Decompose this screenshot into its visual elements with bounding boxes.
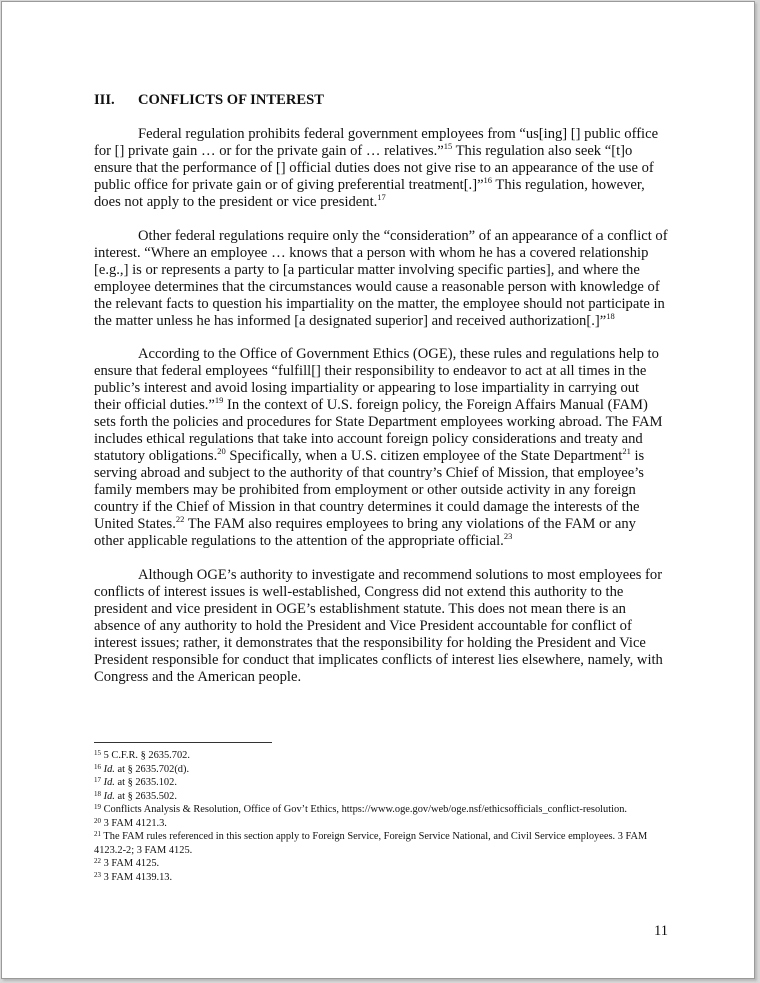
footnote-ref: 17 [377, 192, 386, 202]
text-run: The FAM rules referenced in this section apply to Foreign Service, Foreign Service National, and Civil Service employees. 3 FAM 4123.2-2; 3 FAM 4125. [94, 831, 648, 856]
footnote-ref: 22 [94, 857, 101, 865]
italic-text: Id. [103, 763, 115, 775]
page-number: 11 [654, 923, 669, 939]
footnote [94, 749, 670, 763]
text-run: 3 FAM 4125. [101, 858, 160, 869]
footnote-ref: 19 [214, 395, 224, 405]
footnote [94, 857, 670, 871]
footnote [94, 790, 670, 804]
text-run: Although OGE’s authority to investigate and recommend solutions to most employees for conflicts of interest issues is well-established, Congress did not extend this authority to the president and vice president in OGE’s establishment statute. This does not mean there is an absence of any authority to hold the President and Vice President accountable for conflict of interest issues; rather, it demonstrates that the responsibility for holding the President and Vice President responsible for conduct that implicates conflicts of interest lies elsewhere, namely, with Congress and the American people. [94, 566, 663, 685]
text-run: at § 2635.502. [114, 790, 177, 802]
footnote [94, 803, 670, 817]
footnote-ref: 23 [94, 870, 101, 879]
document-page [1, 1, 755, 979]
text-run: 3 FAM 4121.3. [101, 817, 167, 829]
text-run: is serving abroad and subject to the authority of that country’s Chief of Mission, that employee’s family members may be prohibited from employment or other outside activity in any foreign country if the Chief of Mission in that country determines it could damage the interests of the United States. [94, 448, 645, 532]
footnote-ref: 22 [175, 514, 185, 524]
footnote-ref: 20 [217, 446, 226, 456]
text-run: 3 FAM 4139.13. [101, 871, 173, 883]
footnote [94, 763, 670, 777]
footnote-ref: 19 [94, 803, 101, 811]
footnote-ref: 16 [483, 175, 493, 185]
footnote [94, 830, 670, 857]
footnote-ref: 18 [606, 310, 615, 321]
text-run: According to the Office of Government Ethics (OGE), these rules and regulations help to ensure that federal employees “fulfill[] their responsibility to endeavor to act at all times in the public’s interest and avoid losing impartiality or appearing to lose impartiality in carrying out their official duties.” [94, 346, 659, 413]
footnote [94, 871, 670, 885]
text-run: at § 2635.102. [114, 777, 177, 788]
paragraph [94, 228, 668, 330]
text-run: 5 C.F.R. § 2635.702. [101, 750, 190, 761]
footnote-ref: 15 [94, 749, 101, 757]
footnote-ref: 18 [94, 789, 101, 798]
footnote-ref: 17 [94, 776, 101, 784]
text-run: Federal regulation prohibits federal government employees from “us[ing] [] public office for [] private gain … or for the private gain of … relatives.” [94, 126, 659, 159]
text-run: This regulation, however, does not apply to the president or vice president. [94, 177, 645, 210]
footnotes [94, 749, 670, 884]
footnote-ref: 23 [503, 531, 513, 541]
text-run: In the context of U.S. foreign policy, the Foreign Affairs Manual (FAM) sets forth the policies and procedures for State Department employees working abroad. The FAM includes ethical regulations that take into account foreign policy considerations and treaty and statutory obligations. [94, 397, 663, 464]
text-run: This regulation also seek “[t]o ensure that the performance of [] official duties does not give rise to an appearance of the use of public office for private gain or of giving preferential treatment[.]” [94, 143, 654, 193]
footnote-ref: 21 [94, 830, 101, 838]
italic-text: Id. [103, 777, 115, 788]
italic-text: Id. [103, 790, 115, 802]
footnote-ref: 20 [94, 816, 101, 825]
paragraph [94, 567, 668, 686]
footnote-separator [94, 742, 272, 743]
footnote-ref: 15 [443, 141, 453, 151]
footnote-ref: 16 [94, 762, 101, 771]
text-run: Conflicts Analysis & Resolution, Office of Gov’t Ethics, https://www.oge.gov/web/oge.nsf/ethicsofficials_conflict-resolution. [101, 804, 627, 815]
text-run: The FAM also requires employees to bring any violations of the FAM or any other applicable regulations to the attention of the appropriate official. [94, 516, 636, 549]
footnote [94, 817, 670, 831]
section-title: CONFLICTS OF INTEREST [138, 92, 324, 108]
section-heading [94, 92, 668, 109]
footnote [94, 776, 670, 790]
text-run: Other federal regulations require only the “consideration” of an appearance of a conflict of interest. “Where an employee … knows that a person with whom he has a covered relationship [e.g.,] is or represents a party to [a particular matter involving specific parties], and where the employee determines that the circumstances would cause a reasonable person with knowledge of the relevant facts to question his impartiality on the matter, the employee should not participate in the matter unless he has informed [a designated superior] and received authorization[.]” [94, 227, 668, 329]
footnote-ref: 21 [622, 446, 631, 456]
text-run: at § 2635.702(d). [114, 763, 190, 775]
paragraph [94, 346, 668, 550]
section-number: III. [94, 92, 115, 108]
body-text [94, 92, 668, 702]
paragraph [94, 126, 668, 211]
text-run: Specifically, when a U.S. citizen employee of the State Department [225, 448, 623, 464]
